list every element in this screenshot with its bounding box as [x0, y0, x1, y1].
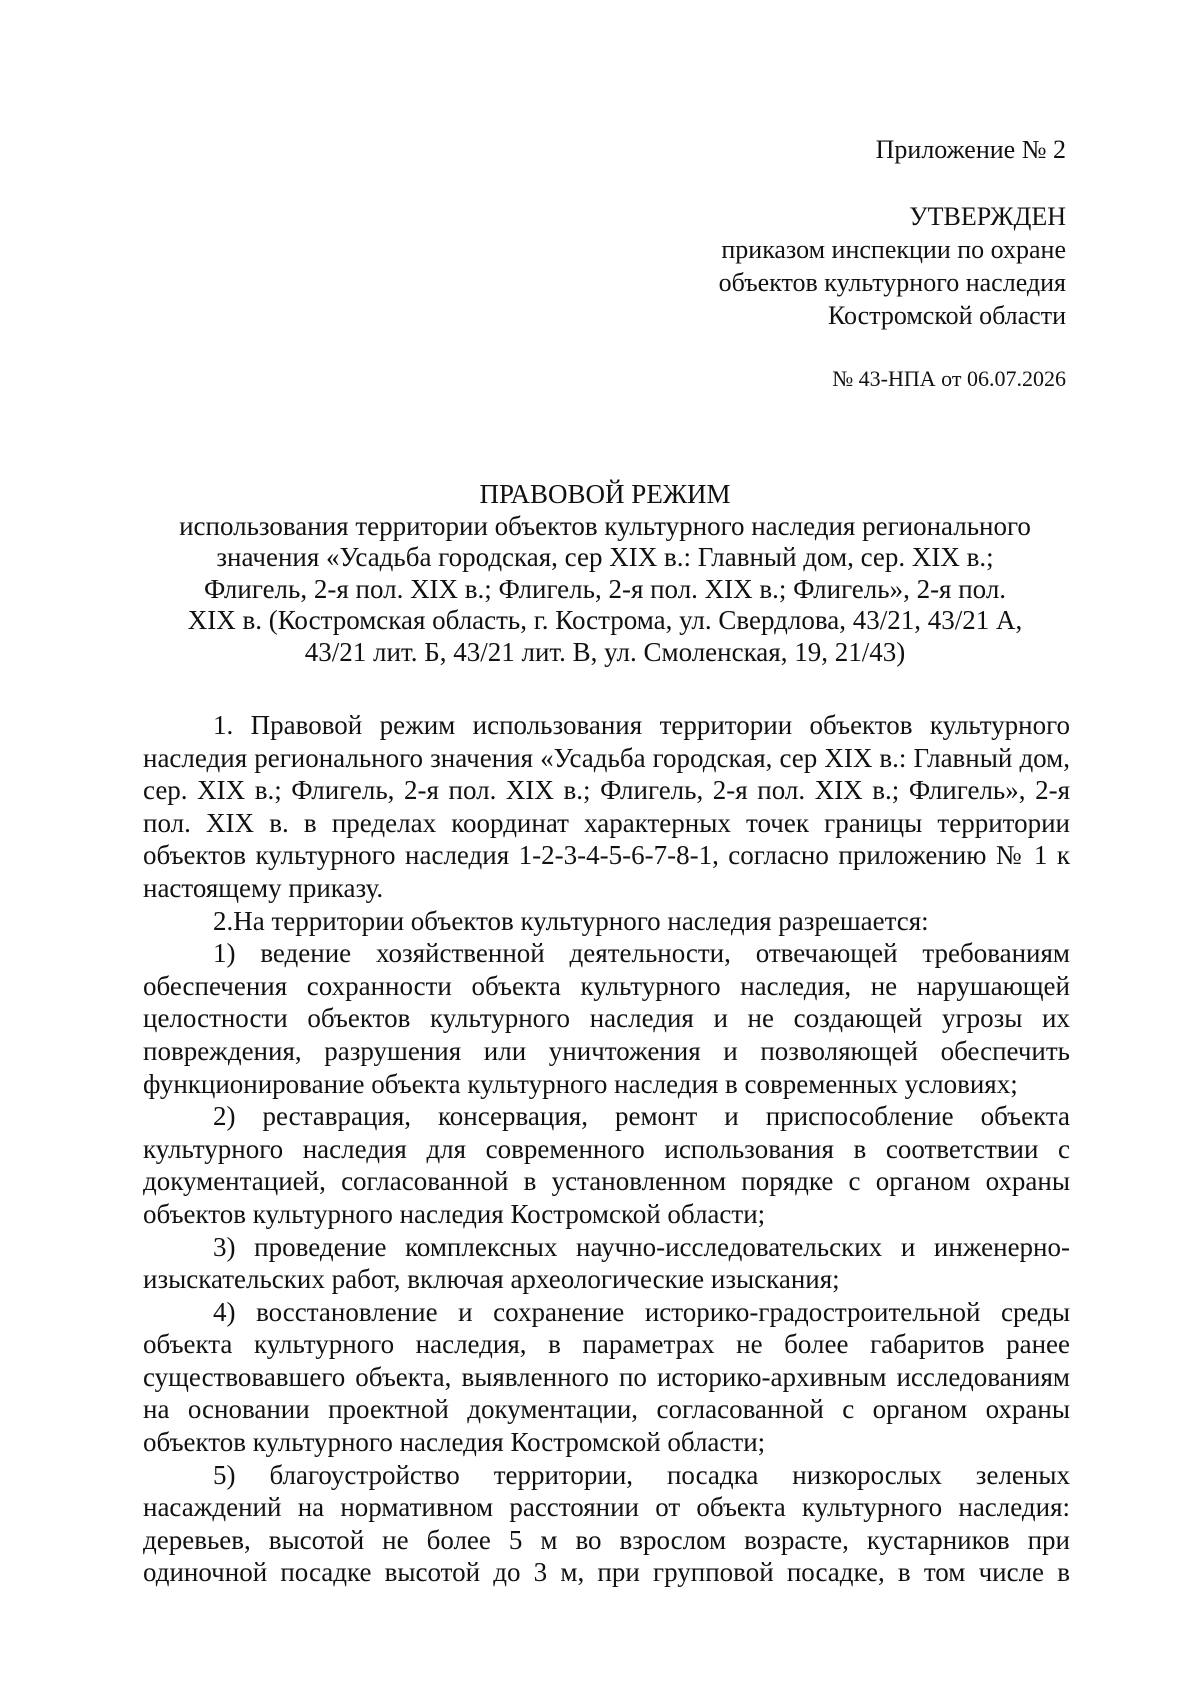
title-line: 43/21 лит. Б, 43/21 лит. В, ул. Смоленская, 19, 21/43): [304, 636, 906, 667]
document-body: [143, 709, 1070, 1589]
approval-line: Костромской области: [827, 301, 1066, 330]
approval-line: объектов культурного наследия: [718, 268, 1066, 297]
approval-block: [719, 200, 1066, 332]
title-main: ПРАВОВОЙ РЕЖИМ: [479, 479, 731, 509]
list-item-2: 2) реставрация, консервация, ремонт и приспособление объекта культурного наследия для современного использования в соответствии с документацией, согласованной в установленном порядке с органом охраны объектов культурного наследия Костромской области;: [143, 1101, 1070, 1229]
title-line: использования территории объектов культурного наследия регионального: [179, 510, 1031, 541]
appendix-label: Приложение № 2: [875, 135, 1066, 164]
title-line: XIX в. (Костромская область, г. Кострома, ул. Свердлова, 43/21, 43/21 А,: [187, 605, 1023, 635]
document-title: [140, 479, 1070, 668]
order-number: № 43-НПА от 06.07.2026: [832, 366, 1066, 391]
list-item-1: 1) ведение хозяйственной деятельности, отвечающей требованиям обеспечения сохранности объекта культурного наследия, не нарушающей целостности объектов культурного наследия и не создающей угрозы их повреждения, разрушения или уничтожения и позволяющей обеспечить функционирование объекта культурного наследия в современных условиях;: [143, 938, 1070, 1099]
approval-heading: УТВЕРЖДЕН: [909, 202, 1066, 231]
title-line: Флигель, 2-я пол. XIX в.; Флигель, 2-я пол. XIX в.; Флигель», 2-я пол.: [203, 573, 1007, 604]
approval-line: приказом инспекции по охране: [721, 235, 1066, 264]
paragraph-2: 2.На территории объектов культурного наследия разрешается:: [213, 905, 929, 936]
title-line: значения «Усадьба городская, сер XIX в.: Главный дом, сер. XIX в.;: [216, 542, 994, 572]
list-item-5: 5) благоустройство территории, посадка низкорослых зеленых насаждений на нормативном расстоянии от объекта культурного наследия: деревьев, высотой не более 5 м во взрослом возрасте, кустарников при одиночной посадке высотой до 3 м, при групповой посадке, в том числе в: [143, 1459, 1070, 1588]
list-item-3: 3) проведение комплексных научно-исследовательских и инженерно-изыскательских работ, включая археологические изыскания;: [143, 1231, 1070, 1295]
list-item-4: 4) восстановление и сохранение историко-градостроительной среды объекта культурного наследия, в параметрах не более габаритов ранее существовавшего объекта, выявленного по историко-архивным исследованиям на основании проектной документации, согласованной с органом охраны объектов культурного наследия Костромской области;: [143, 1296, 1070, 1458]
paragraph-1: 1. Правовой режим использования территории объектов культурного наследия регионального значения «Усадьба городская, сер XIX в.: Главный дом, сер. XIX в.; Флигель, 2-я пол. XIX в.; Флигель, 2-я пол. XIX в.; Флигель», 2-я пол. XIX в. в пределах координат характерных точек границы территории объектов культурного наследия 1-2-3-4-5-6-7-8-1, согласно приложению № 1 к настоящему приказу.: [143, 710, 1070, 903]
